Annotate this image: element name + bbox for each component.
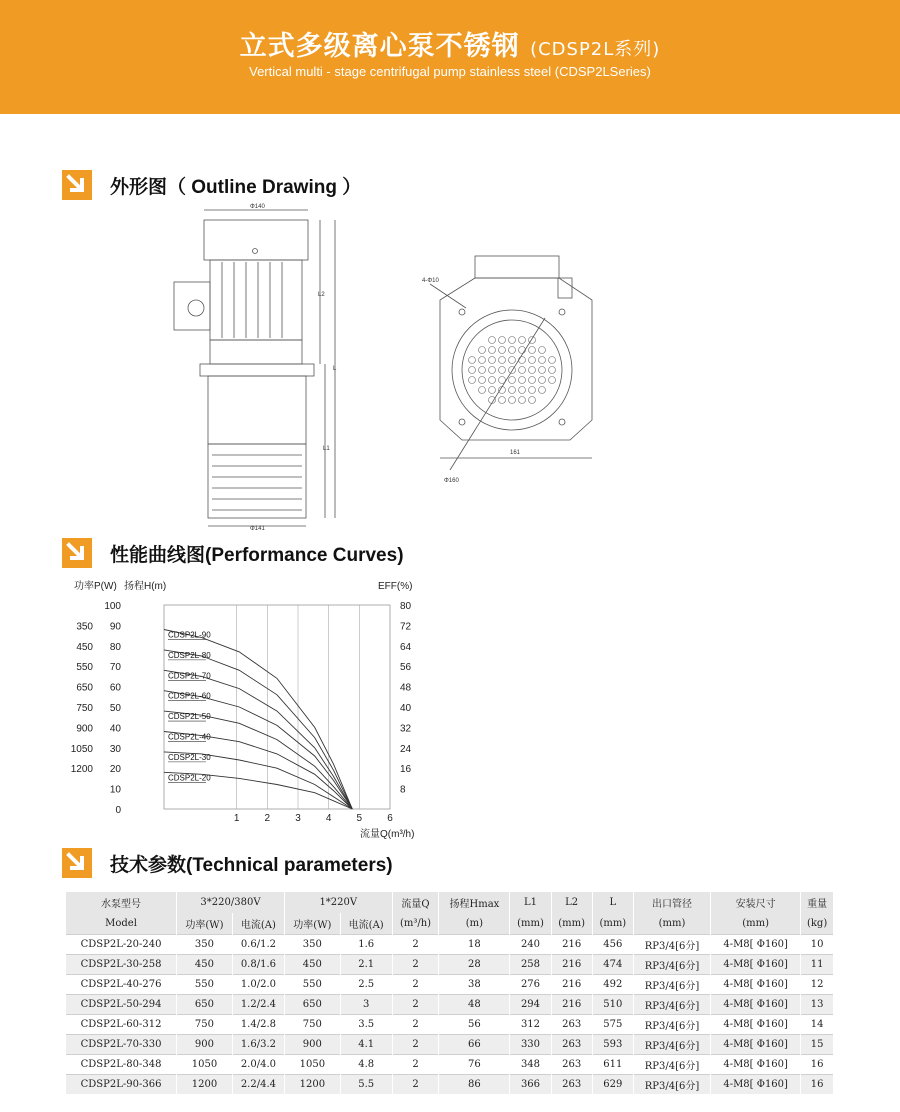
th-install-unit: (mm)	[711, 913, 801, 934]
series-line	[164, 691, 352, 809]
page-header	[0, 0, 900, 114]
table-cell: 11	[801, 954, 834, 974]
table-cell: RP3/4[6分]	[633, 1034, 710, 1054]
arrow-down-right-icon	[62, 170, 92, 200]
power-tick-label: 900	[76, 723, 93, 735]
series-label: CDSP2L-50	[168, 712, 211, 722]
table-cell: 4.8	[340, 1054, 392, 1074]
head-tick-label: 0	[115, 805, 121, 816]
x-tick-label: 1	[233, 813, 240, 824]
th-flow: 流量Q	[392, 892, 439, 913]
th-l1: L1	[510, 892, 551, 913]
th-power-1p: 功率(W)	[284, 913, 340, 934]
table-cell: RP3/4[6分]	[633, 1014, 710, 1034]
table-cell: 750	[177, 1014, 233, 1034]
table-cell: 474	[592, 954, 633, 974]
dim-l1: L1	[323, 446, 330, 452]
table-cell: 240	[510, 934, 551, 954]
table-cell: 492	[592, 974, 633, 994]
table-cell: 2	[392, 1054, 439, 1074]
table-row	[66, 1054, 834, 1074]
table-cell: 4.1	[340, 1034, 392, 1054]
table-cell: 294	[510, 994, 551, 1014]
power-tick-label: 550	[76, 662, 93, 674]
section-outline-label: 外形图（ Outline Drawing ）	[110, 176, 362, 198]
head-tick-label: 70	[109, 662, 121, 674]
table-cell: 15	[801, 1034, 834, 1054]
power-tick-label: 750	[76, 703, 93, 714]
parameters-table-body	[66, 934, 834, 1094]
th-3phase: 3*220/380V	[177, 892, 285, 913]
series-line	[164, 732, 352, 810]
eff-tick-label: 72	[400, 621, 412, 633]
head-tick-label: 30	[109, 743, 121, 755]
eff-tick-label: 56	[400, 662, 412, 674]
table-cell: 4-M8[ Φ160]	[711, 1074, 801, 1094]
table-cell: CDSP2L-80-348	[66, 1054, 177, 1074]
table-cell: 16	[801, 1074, 834, 1094]
table-row	[66, 1074, 834, 1094]
th-head-unit: (m)	[439, 913, 510, 934]
table-cell: CDSP2L-50-294	[66, 994, 177, 1014]
table-cell: 16	[801, 1054, 834, 1074]
table-cell: 450	[177, 954, 233, 974]
power-tick-label: 1050	[70, 743, 93, 755]
th-weight-unit: (kg)	[801, 913, 834, 934]
dim-l: L	[333, 366, 337, 372]
table-cell: 1.6/3.2	[232, 1034, 284, 1054]
table-cell: 350	[284, 934, 340, 954]
table-cell: 1200	[284, 1074, 340, 1094]
head-tick-label: 50	[109, 703, 121, 714]
table-cell: 4-M8[ Φ160]	[711, 994, 801, 1014]
table-cell: 1.4/2.8	[232, 1014, 284, 1034]
table-cell: 263	[551, 1014, 592, 1034]
outline-drawing	[150, 200, 610, 530]
title-en: Vertical multi - stage centrifugal pump stainless steel (CDSP2LSeries)	[249, 64, 651, 79]
table-cell: RP3/4[6分]	[633, 974, 710, 994]
table-cell: 900	[284, 1034, 340, 1054]
table-cell: 66	[439, 1034, 510, 1054]
table-cell: CDSP2L-30-258	[66, 954, 177, 974]
table-cell: 575	[592, 1014, 633, 1034]
th-1phase: 1*220V	[284, 892, 392, 913]
eff-tick-label: 64	[400, 641, 412, 653]
y-axis-label-head: 扬程H(m)	[124, 581, 167, 592]
table-cell: 2	[392, 1034, 439, 1054]
table-cell: 510	[592, 994, 633, 1014]
th-weight: 重量	[801, 892, 834, 913]
th-flow-unit: (m³/h)	[392, 913, 439, 934]
table-cell: 366	[510, 1074, 551, 1094]
table-cell: 611	[592, 1054, 633, 1074]
th-outlet: 出口管径	[633, 892, 710, 913]
arrow-down-right-icon	[62, 848, 92, 878]
section-technical	[62, 846, 393, 880]
eff-tick-label: 16	[400, 764, 412, 776]
th-current-1p: 电流(A)	[340, 913, 392, 934]
table-cell: 10	[801, 934, 834, 954]
head-tick-label: 80	[109, 641, 121, 653]
th-l-unit: (mm)	[592, 913, 633, 934]
title-series: (CDSP2L系列)	[530, 39, 661, 60]
series-label: CDSP2L-20	[168, 773, 211, 783]
dim-d160: Φ160	[444, 478, 459, 484]
eff-tick-label: 24	[400, 743, 412, 755]
series-label: CDSP2L-80	[168, 650, 211, 660]
performance-chart	[62, 575, 442, 847]
table-cell: 2	[392, 1074, 439, 1094]
table-cell: 2	[392, 974, 439, 994]
th-l: L	[592, 892, 633, 913]
head-tick-label: 20	[109, 764, 121, 776]
table-cell: 2.1	[340, 954, 392, 974]
table-cell: 750	[284, 1014, 340, 1034]
table-cell: 216	[551, 954, 592, 974]
eff-tick-label: 8	[400, 784, 406, 796]
power-tick-label: 650	[76, 682, 93, 694]
series-label: CDSP2L-30	[168, 752, 211, 762]
y-axis-label-power: 功率P(W)	[74, 581, 117, 592]
x-tick-label: 4	[325, 813, 332, 824]
table-row	[66, 1014, 834, 1034]
th-l2: L2	[551, 892, 592, 913]
table-cell: 13	[801, 994, 834, 1014]
power-tick-label: 1200	[70, 764, 93, 776]
x-tick-label: 2	[264, 813, 271, 824]
eff-tick-label: 32	[400, 723, 412, 735]
table-cell: 650	[177, 994, 233, 1014]
table-cell: 900	[177, 1034, 233, 1054]
th-power-3p: 功率(W)	[177, 913, 233, 934]
parameters-table-wrap	[66, 892, 834, 1094]
table-cell: 76	[439, 1054, 510, 1074]
table-cell: 1.6	[340, 934, 392, 954]
table-cell: 2	[392, 1014, 439, 1034]
table-cell: 12	[801, 974, 834, 994]
th-current-3p: 电流(A)	[232, 913, 284, 934]
table-cell: RP3/4[6分]	[633, 954, 710, 974]
table-cell: 550	[284, 974, 340, 994]
table-cell: 4-M8[ Φ160]	[711, 1054, 801, 1074]
dim-d140: Φ140	[250, 204, 265, 210]
table-cell: 263	[551, 1034, 592, 1054]
table-cell: 276	[510, 974, 551, 994]
dim-holes: 4-Φ10	[422, 278, 439, 284]
table-cell: 258	[510, 954, 551, 974]
table-cell: 2	[392, 934, 439, 954]
table-cell: 18	[439, 934, 510, 954]
table-cell: 2.2/4.4	[232, 1074, 284, 1094]
table-cell: 38	[439, 974, 510, 994]
table-cell: RP3/4[6分]	[633, 934, 710, 954]
x-axis-label: 流量Q(m³/h)	[360, 829, 415, 840]
th-model-en: Model	[66, 913, 177, 934]
parameters-table	[66, 892, 834, 1094]
section-curves	[62, 536, 404, 570]
table-cell: 2.0/4.0	[232, 1054, 284, 1074]
head-tick-label: 60	[109, 682, 121, 694]
th-l1-unit: (mm)	[510, 913, 551, 934]
y-axis-label-eff: EFF(%)	[378, 581, 413, 592]
table-cell: CDSP2L-60-312	[66, 1014, 177, 1034]
table-cell: 650	[284, 994, 340, 1014]
table-cell: 0.8/1.6	[232, 954, 284, 974]
table-cell: CDSP2L-40-276	[66, 974, 177, 994]
th-l2-unit: (mm)	[551, 913, 592, 934]
table-cell: CDSP2L-70-330	[66, 1034, 177, 1054]
table-cell: 0.6/1.2	[232, 934, 284, 954]
series-label: CDSP2L-90	[168, 630, 211, 640]
th-model-cn: 水泵型号	[66, 892, 177, 913]
table-cell: 450	[284, 954, 340, 974]
table-cell: 4-M8[ Φ160]	[711, 1034, 801, 1054]
th-outlet-unit: (mm)	[633, 913, 710, 934]
table-cell: 263	[551, 1054, 592, 1074]
series-label: CDSP2L-60	[168, 691, 211, 701]
table-cell: 1.0/2.0	[232, 974, 284, 994]
dim-d141: Φ141	[250, 526, 265, 530]
table-cell: 312	[510, 1014, 551, 1034]
table-cell: 4-M8[ Φ160]	[711, 974, 801, 994]
table-cell: 348	[510, 1054, 551, 1074]
eff-tick-label: 48	[400, 682, 412, 694]
x-tick-label: 6	[387, 813, 393, 824]
th-install: 安装尺寸	[711, 892, 801, 913]
table-cell: CDSP2L-20-240	[66, 934, 177, 954]
table-cell: 1050	[284, 1054, 340, 1074]
series-label: CDSP2L-70	[168, 671, 211, 681]
table-cell: 4-M8[ Φ160]	[711, 954, 801, 974]
table-cell: 3	[340, 994, 392, 1014]
table-row	[66, 1034, 834, 1054]
table-cell: 56	[439, 1014, 510, 1034]
table-cell: 2	[392, 994, 439, 1014]
title-cn	[0, 24, 900, 63]
table-cell: 4-M8[ Φ160]	[711, 934, 801, 954]
table-cell: 350	[177, 934, 233, 954]
table-row	[66, 994, 834, 1014]
x-tick-label: 5	[356, 813, 363, 824]
table-cell: CDSP2L-90-366	[66, 1074, 177, 1094]
table-cell: 1050	[177, 1054, 233, 1074]
table-cell: 550	[177, 974, 233, 994]
arrow-down-right-icon	[62, 538, 92, 568]
section-outline	[62, 168, 361, 202]
table-cell: 216	[551, 974, 592, 994]
power-tick-label: 450	[76, 641, 93, 653]
table-row	[66, 954, 834, 974]
eff-tick-label: 80	[400, 601, 412, 612]
head-tick-label: 90	[109, 621, 121, 633]
table-cell: 2.5	[340, 974, 392, 994]
title-cn-main: 立式多级离心泵不锈钢	[239, 31, 520, 62]
head-tick-label: 10	[109, 784, 121, 796]
series-label: CDSP2L-40	[168, 732, 211, 742]
table-row	[66, 934, 834, 954]
table-cell: 28	[439, 954, 510, 974]
table-cell: 1.2/2.4	[232, 994, 284, 1014]
table-cell: RP3/4[6分]	[633, 1054, 710, 1074]
table-cell: 3.5	[340, 1014, 392, 1034]
table-cell: 330	[510, 1034, 551, 1054]
dim-161: 161	[510, 450, 521, 456]
table-cell: 263	[551, 1074, 592, 1094]
table-row	[66, 974, 834, 994]
table-cell: 593	[592, 1034, 633, 1054]
table-cell: RP3/4[6分]	[633, 994, 710, 1014]
x-tick-label: 3	[295, 813, 301, 824]
power-tick-label: 350	[76, 621, 93, 633]
head-tick-label: 100	[104, 601, 121, 612]
dim-l2: L2	[318, 292, 325, 298]
section-curves-label: 性能曲线图(Performance Curves)	[110, 544, 404, 566]
table-cell: 2	[392, 954, 439, 974]
table-cell: 48	[439, 994, 510, 1014]
th-head: 扬程Hmax	[439, 892, 510, 913]
table-cell: 14	[801, 1014, 834, 1034]
table-cell: 5.5	[340, 1074, 392, 1094]
table-cell: 216	[551, 934, 592, 954]
section-technical-label: 技术参数(Technical parameters)	[110, 854, 393, 876]
head-tick-label: 40	[109, 723, 121, 735]
table-cell: 456	[592, 934, 633, 954]
eff-tick-label: 40	[400, 703, 412, 714]
table-cell: 4-M8[ Φ160]	[711, 1014, 801, 1034]
table-cell: 629	[592, 1074, 633, 1094]
table-cell: 216	[551, 994, 592, 1014]
table-cell: 86	[439, 1074, 510, 1094]
table-cell: RP3/4[6分]	[633, 1074, 710, 1094]
table-cell: 1200	[177, 1074, 233, 1094]
